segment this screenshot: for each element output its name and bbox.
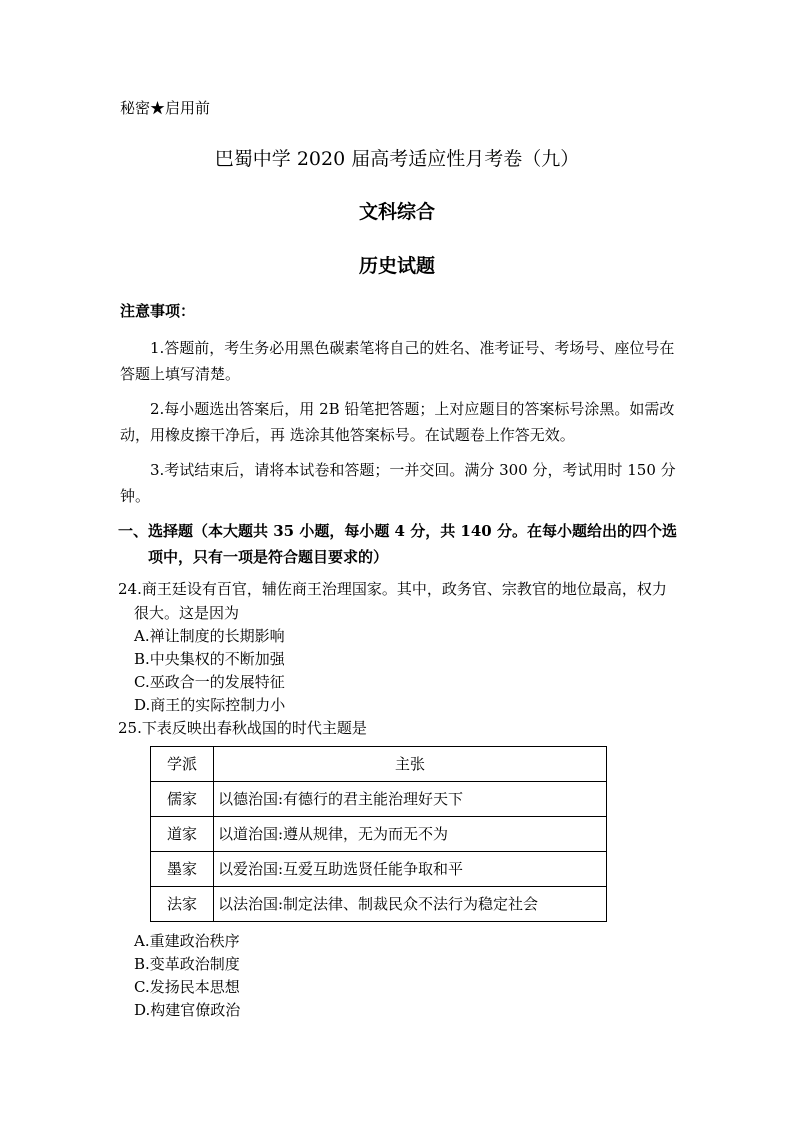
exam-title: 巴蜀中学 2020 届高考适应性月考卷（九） <box>214 148 580 170</box>
subject-title: 文科综合 <box>358 201 435 223</box>
question-25-option-d: D.构建官僚政治 <box>134 1001 241 1019</box>
table-header-row <box>151 747 607 782</box>
section-heading: 一、选择题（本大题共 35 小题，每小题 4 分，共 140 分。在每小题给出的四个选项中，只有一项是符合题目要求的） <box>118 522 677 566</box>
table-header-claim: 主张 <box>214 747 607 782</box>
question-24-option-a: A.禅让制度的长期影响 <box>134 627 285 645</box>
notice-heading: 注意事项： <box>120 302 196 320</box>
table-cell-claim: 以德治国:有德行的君主能治理好天下 <box>214 782 607 817</box>
question-25-option-c: C.发扬民本思想 <box>134 978 240 996</box>
table-cell-claim: 以道治国:遵从规律，无为而无不为 <box>214 817 607 852</box>
table-row <box>151 852 607 887</box>
schools-table <box>150 746 607 922</box>
question-25-option-b: B.变革政治制度 <box>134 955 240 973</box>
question-24-option-c: C.巫政合一的发展特征 <box>134 673 285 691</box>
notice-item-2: 2.每小题选出答案后，用 2B 铅笔把答题；上对应题目的答案标号涂黑。如需改动，用橡皮擦干净后，再 选涂其他答案标号。在试题卷上作答无效。 <box>120 400 675 444</box>
paper-title: 历史试题 <box>358 255 435 277</box>
table-row <box>151 782 607 817</box>
table-header-school: 学派 <box>151 747 214 782</box>
table-cell-school: 墨家 <box>151 852 214 887</box>
question-25-option-a: A.重建政治秩序 <box>134 932 240 950</box>
table-row <box>151 817 607 852</box>
table-row <box>151 887 607 922</box>
secret-mark: 秘密★启用前 <box>120 99 211 117</box>
table-cell-claim: 以爱治国:互爱互助选贤任能争取和平 <box>214 852 607 887</box>
table-cell-claim: 以法治国:制定法律、制裁民众不法行为稳定社会 <box>214 887 607 922</box>
table-cell-school: 道家 <box>151 817 214 852</box>
notice-item-3: 3.考试结束后，请将本试卷和答题；一并交回。满分 300 分，考试用时 150 分钟。 <box>120 461 676 505</box>
table-cell-school: 法家 <box>151 887 214 922</box>
question-24-stem: 24.商王廷设有百官，辅佐商王治理国家。其中，政务官、宗教官的地位最高，权力很大。这是因为 <box>118 580 667 622</box>
notice-item-1: 1.答题前，考生务必用黑色碳素笔将自己的姓名、准考证号、考场号、座位号在答题上填写清楚。 <box>120 339 675 383</box>
table-cell-school: 儒家 <box>151 782 214 817</box>
question-25-stem: 25.下表反映出春秋战国的时代主题是 <box>118 719 367 737</box>
question-24-option-d: D.商王的实际控制力小 <box>134 696 286 714</box>
question-24-option-b: B.中央集权的不断加强 <box>134 650 285 668</box>
